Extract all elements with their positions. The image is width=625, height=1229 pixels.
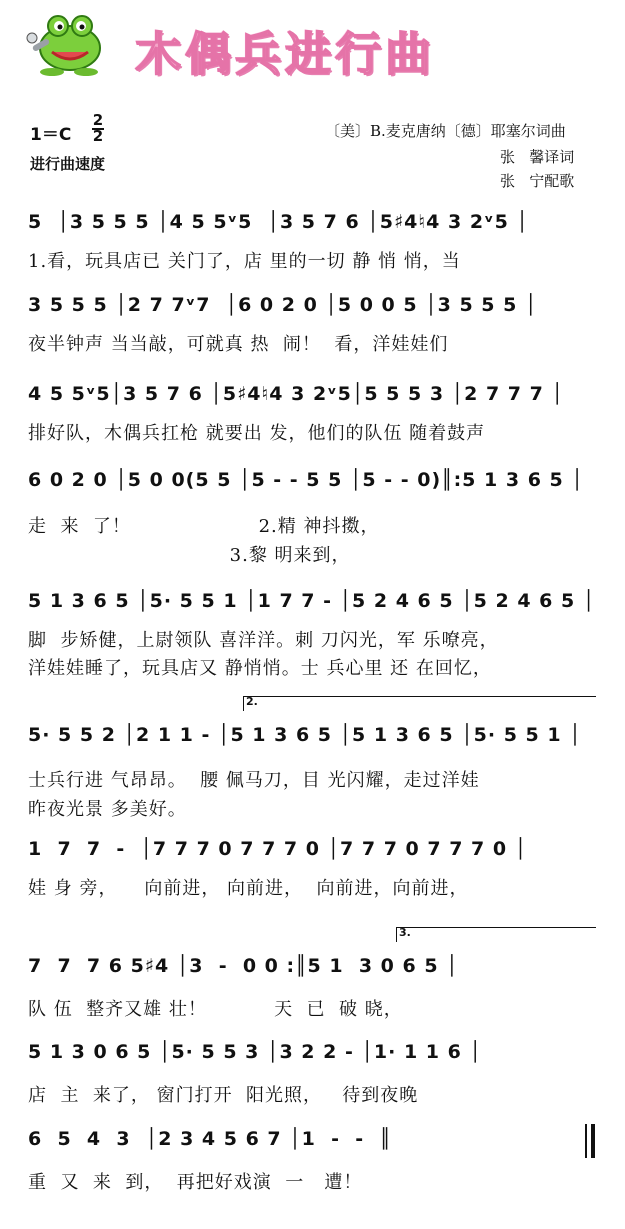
lyric-row-2-verse-1: 夜半钟声 当当敲，可就真 热 闹！ 看，洋娃娃们 bbox=[28, 334, 449, 355]
notation-row-7: 1 7 7 - │7 7 7 0 7 7 7 0 │7 7 7 0 7 7 7 0 │ bbox=[28, 838, 528, 860]
time-sig-top: 2 bbox=[92, 111, 104, 129]
lyric-row-6-verse-3: 昨夜光景 多美好。 bbox=[28, 799, 187, 820]
credit-translator: 张 馨译词 bbox=[500, 148, 575, 166]
notation-row-10: 6 5 4 3 │2 3 4 5 6 7 │1 - - ║ bbox=[28, 1128, 392, 1150]
final-barline-thin bbox=[585, 1124, 587, 1158]
tempo-marking: 进行曲速度 bbox=[30, 155, 106, 173]
volta-2-label: 2. bbox=[246, 695, 258, 708]
credit-composer: 〔美〕B.麦克唐纳〔德〕耶塞尔词曲 bbox=[325, 122, 566, 140]
lyric-row-6-verse-2: 士兵行进 气昂昂。 腰 佩马刀，目 光闪耀，走过洋娃 bbox=[28, 770, 480, 791]
lyric-row-10: 重 又 来 到， 再把好戏演 一 遭！ bbox=[28, 1172, 363, 1193]
lyric-row-4-verse-3: 3.黎 明来到， bbox=[28, 545, 351, 566]
lyric-row-1-verse-1: 1.看，玩具店已 关门了，店 里的一切 静 悄 悄，当 bbox=[28, 251, 461, 272]
lyric-row-7: 娃 身 旁， 向前进， 向前进， 向前进，向前进， bbox=[28, 878, 469, 899]
credit-arranger: 张 宁配歌 bbox=[500, 172, 575, 190]
final-barline-thick bbox=[591, 1124, 595, 1158]
notation-row-6: 5· 5 5 2 │2 1 1 - │5 1 3 6 5 │5 1 3 6 5 │5· 5 5 1 │ bbox=[28, 724, 582, 746]
volta-3 bbox=[396, 927, 596, 942]
lyric-row-8: 队 伍 整齐又雄 壮！ 天 已 破 晓， bbox=[28, 999, 403, 1020]
notation-row-1: 5 │3 5 5 5 │4 5 5ᵛ5 │3 5 7 6 │5♯4♮4 3 2ᵛ5 │ bbox=[28, 211, 529, 233]
lyric-row-3-verse-1: 排好队，木偶兵扛枪 就要出 发，他们的队伍 随着鼓声 bbox=[28, 423, 486, 444]
frog-logo bbox=[22, 8, 112, 78]
notation-row-5: 5 1 3 6 5 │5· 5 5 1 │1 7 7 - │5 2 4 6 5 │5 2 4 6 5 │ bbox=[28, 590, 596, 612]
notation-row-4: 6 0 2 0 │5 0 0(5 5 │5 - - 5 5 │5 - - 0)║:5 1 3 6 5 │ bbox=[28, 469, 584, 491]
time-signature bbox=[92, 111, 104, 145]
notation-row-9: 5 1 3 0 6 5 │5· 5 5 3 │3 2 2 - │1· 1 1 6 │ bbox=[28, 1041, 482, 1063]
time-sig-bottom: 2 bbox=[92, 127, 104, 145]
lyric-row-5-verse-3: 洋娃娃睡了，玩具店又 静悄悄。士 兵心里 还 在回忆， bbox=[28, 658, 492, 679]
volta-2 bbox=[243, 696, 596, 711]
volta-3-label: 3. bbox=[399, 926, 411, 939]
lyric-row-9: 店 主 来了， 窗门打开 阳光照， 待到夜晚 bbox=[28, 1085, 419, 1106]
song-title: 木偶兵进行曲 bbox=[135, 27, 435, 81]
notation-row-3: 4 5 5ᵛ5│3 5 7 6 │5♯4♮4 3 2ᵛ5│5 5 5 3 │2 7 7 7 │ bbox=[28, 383, 564, 405]
notation-row-2: 3 5 5 5 │2 7 7ᵛ7 │6 0 2 0 │5 0 0 5 │3 5 5 5 │ bbox=[28, 294, 538, 316]
key-signature: 1＝C bbox=[30, 125, 72, 145]
lyric-row-5-verse-2: 脚 步矫健，上尉领队 喜洋洋。刺 刀闪光，军 乐嘹亮， bbox=[28, 630, 499, 651]
notation-row-8: 7 7 7 6 5♯4 │3 - 0 0 :║5 1 3 0 6 5 │ bbox=[28, 955, 459, 977]
lyric-row-4-verse-2: 走 来 了！ 2.精 神抖擞， bbox=[28, 516, 380, 537]
